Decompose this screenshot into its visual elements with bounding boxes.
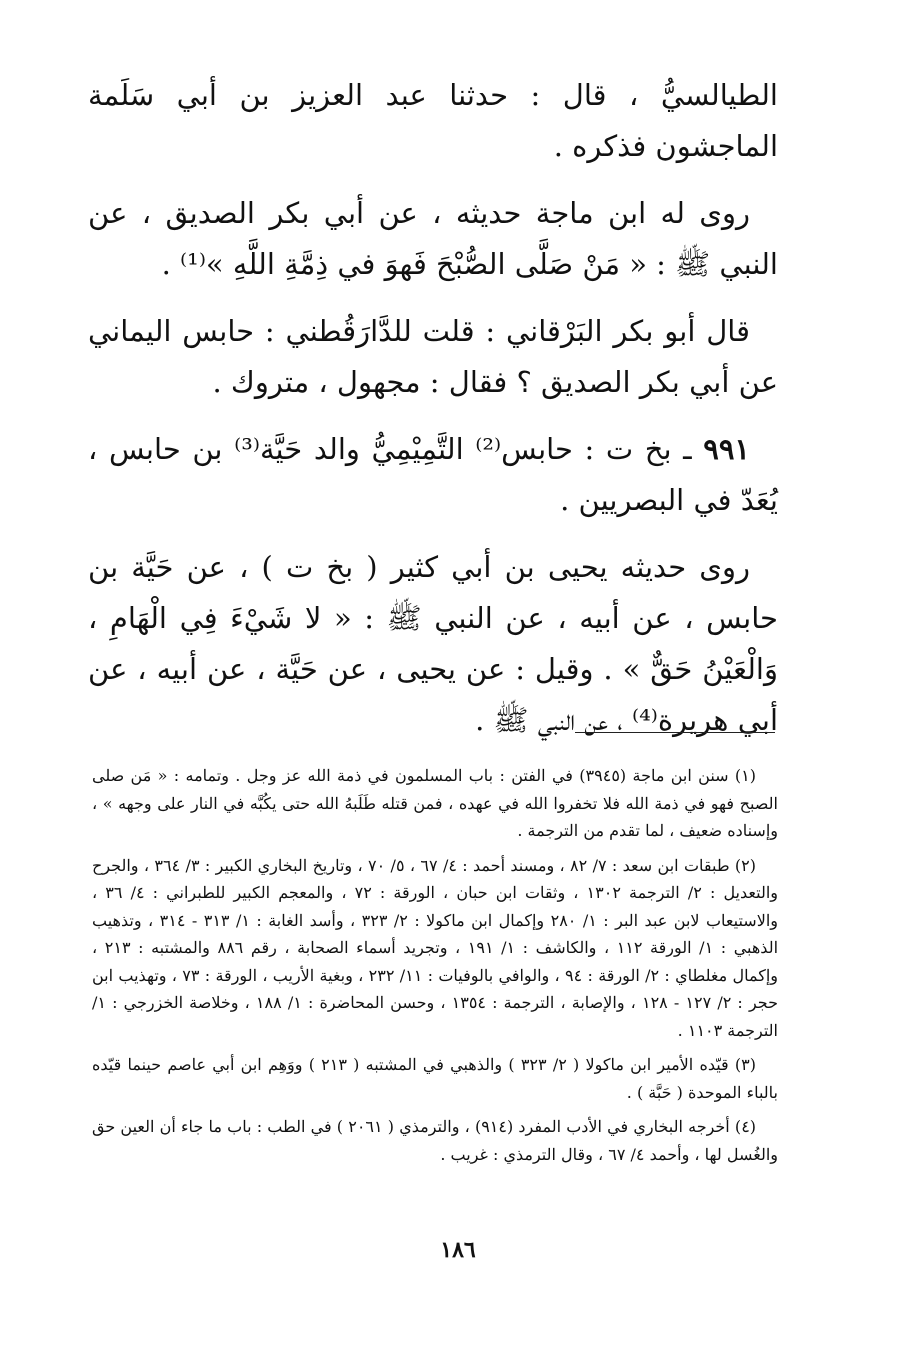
paragraph-hadith: روى حديثه يحيى بن أبي كثير ( بخ ت ) ، عن حَيَّة بن حابس ، عن أبيه ، عن النبي ﷺ : « لا شَيْءَ فِي الْهَامِ ، وَالْعَيْنُ حَقٌّ » . وقيل : عن يحيى ، عن حَيَّة ، عن أبيه ، عن أبي هريرة⁽⁴⁾ ، عن النبي ﷺ . bbox=[88, 550, 778, 737]
footnote-1: (١) سنن ابن ماجة (٣٩٤٥) في الفتن : باب المسلمون في ذمة الله عز وجل . وتمامه : « مَن صلى الصبح فهو في ذمة الله فلا تخفروا الله في عهده ، فمن قتله طَلَبهُ الله حتى يكُبَّه في النار على وجهه » ، وإسناده ضعيف ، لما تقدم من الترجمة . bbox=[92, 766, 778, 840]
footnote-2: (٢) طبقات ابن سعد : ٧/ ٨٢ ، ومسند أحمد : ٤/ ٦٧ ، ٥/ ٧٠ ، وتاريخ البخاري الكبير : ٣/ ٣٦٤ ، والجرح والتعديل : ٢/ الترجمة ١٣٠٢ ، وثقات ابن حبان ، الورقة : ٧٢ ، والمعجم الكبير للطبراني : ٤/ ٣٦ ، والاستيعاب لابن عبد البر : ١/ ٢٨٠ وإكمال ابن ماكولا : ٢/ ٣٢٣ ، وأسد الغابة : ١/ ٣١٣ - ٣١٤ ، وتذهيب الذهبي : ١/ الورقة ١١٢ ، والكاشف : ١/ ١٩١ ، وتجريد أسماء الصحابة ، رقم ٨٨٦ والمشتبه : ٢١٣ ، وإكمال مغلطاي : ٢/ الورقة : ٩٤ ، والوافي بالوفيات : ١١/ ٢٣٢ ، وبغية الأريب ، الورقة : ٧٣ ، وتهذيب ابن حجر : ٢/ ١٢٧ - ١٢٨ ، والإصابة ، الترجمة : ١٣٥٤ ، وحسن المحاضرة : ١/ ١٨٨ ، وخلاصة الخزرجي : ١/ الترجمة ١١٠٣ . bbox=[92, 855, 779, 1040]
footnote-4: (٤) أخرجه البخاري في الأدب المفرد (٩١٤) ، والترمذي ( ٢٠٦١ ) في الطب : باب ما جاء أن العين حق والغُسل لها ، وأحمد ٤/ ٦٧ ، وقال الترمذي : غريب . bbox=[92, 1117, 778, 1164]
paragraph-barqani: قال أبو بكر البَرْقاني : قلت للدَّارَقُطني : حابس اليماني عن أبي بكر الصديق ؟ فقال : مجهول ، متروك . bbox=[88, 314, 778, 399]
paragraph-ibn-majah: روى له ابن ماجة حديثه ، عن أبي بكر الصديق ، عن النبي ﷺ : « مَنْ صَلَّى الصُّبْحَ فَهوَ في ذِمَّةِ اللَّهِ »⁽¹⁾ . bbox=[88, 196, 778, 281]
paragraph-intro: الطيالسيُّ ، قال : حدثنا عبد العزيز بن أبي سَلَمة الماجشون فذكره . bbox=[88, 78, 778, 163]
entry-text: ـ بخ ت : حابس⁽²⁾ التَّمِيْمِيُّ والد حَيَّة⁽³⁾ بن حابس ، يُعَدّ في البصريين . bbox=[88, 432, 778, 517]
footnotes bbox=[92, 762, 778, 1175]
footnote-divider bbox=[575, 732, 775, 733]
entry-991 bbox=[88, 424, 778, 526]
main-text bbox=[88, 70, 778, 762]
entry-number: ٩٩١ bbox=[703, 432, 751, 466]
footnote-3: (٣) قيّده الأمير ابن ماكولا ( ٢/ ٣٢٣ ) والذهبي في المشتبه ( ٢١٣ ) ووَهِم ابن أبي عاصم حينما قيّده بالباء الموحدة ( حَبَّة ) . bbox=[92, 1055, 778, 1102]
page-number: ١٨٦ bbox=[440, 1237, 476, 1263]
